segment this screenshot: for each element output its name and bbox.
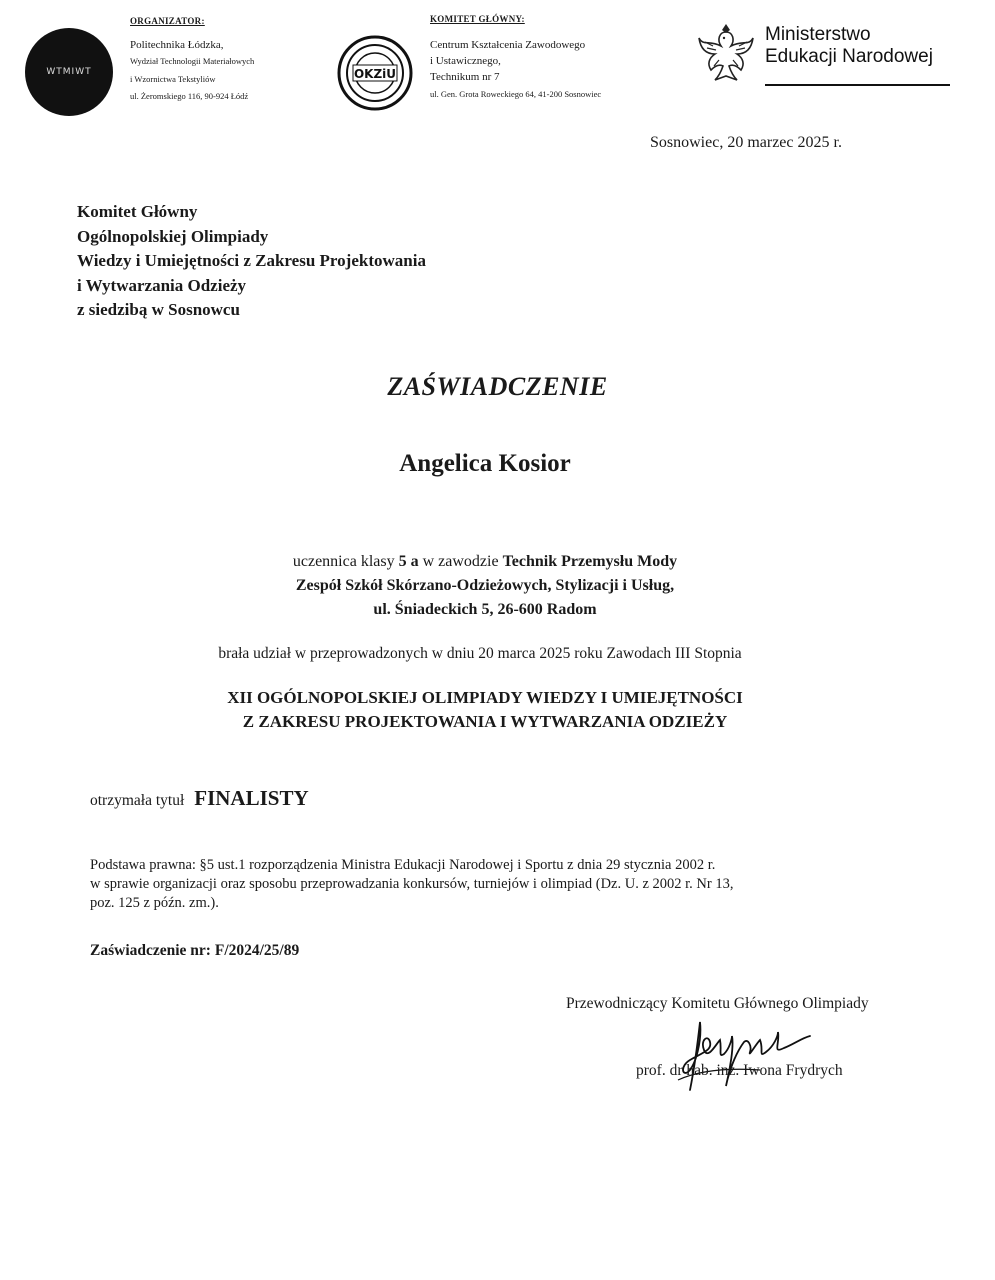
document-title: ZAŚWIADCZENIE <box>387 372 608 401</box>
place-date: Sosnowiec, 20 marzec 2025 r. <box>650 134 842 151</box>
olympiad-line: Z ZAKRESU PROJEKTOWANIA I WYTWARZANIA ODZIEŻY <box>242 712 728 731</box>
ministry-name <box>765 24 933 68</box>
committee-line: Centrum Kształcenia Zawodowego <box>430 39 586 51</box>
legal-basis <box>90 856 733 913</box>
committee-address <box>77 200 426 323</box>
participation-text: brała udział w przeprowadzonych w dniu 20 marca 2025 roku Zawodach III Stopnia <box>218 645 742 662</box>
wtmiwt-logo-icon <box>25 28 113 116</box>
committee-line: Technikum nr 7 <box>430 71 500 83</box>
wtmiwt-logo-text: WTMIWT <box>46 67 92 77</box>
olympiad-line: XII OGÓLNOPOLSKIEJ OLIMPIADY WIEDZY I UMIEJĘTNOŚCI <box>227 688 743 707</box>
recipient-name: Angelica Kosior <box>399 450 571 477</box>
ministry-line: Edukacji Narodowej <box>765 46 933 67</box>
student-prefix: uczennica klasy <box>292 553 395 570</box>
committee-address-line: Ogólnopolskiej Olimpiady <box>77 226 269 246</box>
committee-address-line: i Wytwarzania Odzieży <box>77 275 247 295</box>
committee-line: ul. Gen. Grota Roweckiego 64, 41-200 Sosnowiec <box>430 89 602 99</box>
ministry-underline <box>765 84 950 86</box>
student-mid: w zawodzie <box>422 553 499 570</box>
student-class-line <box>0 550 970 574</box>
olympiad-name <box>0 686 970 734</box>
eagle-emblem-icon <box>695 20 757 84</box>
award-prefix: otrzymała tytuł <box>90 792 185 809</box>
certificate-number: Zaświadczenie nr: F/2024/25/89 <box>90 942 300 959</box>
student-class: 5 a <box>398 553 419 570</box>
award-title: FINALISTY <box>194 786 309 810</box>
organizer-label: ORGANIZATOR: <box>130 16 205 26</box>
organizer-line: ul. Żeromskiego 116, 90-924 Łódź <box>130 91 249 101</box>
organizer-line: Wydział Technologii Materiałowych <box>130 56 255 66</box>
organizer-line: i Wzornictwa Tekstyliów <box>130 74 216 84</box>
committee-address-line: z siedzibą w Sosnowcu <box>77 300 240 319</box>
okziu-logo-icon <box>336 34 414 112</box>
committee-address-line: Wiedzy i Umiejętności z Zakresu Projektowania <box>77 251 426 270</box>
committee-line: i Ustawicznego, <box>430 55 501 67</box>
student-info <box>0 550 970 622</box>
main-committee-address <box>430 38 601 101</box>
signature-role: Przewodniczący Komitetu Głównego Olimpiady <box>566 995 869 1012</box>
legal-basis-line: w sprawie organizacji oraz sposobu przeprowadzania konkursów, turniejów i olimpiad (Dz. U. z 2002 r. Nr 13, <box>90 876 734 892</box>
signatory-name: prof. dr hab. inż. Iwona Frydrych <box>636 1062 843 1079</box>
legal-basis-line: poz. 125 z późn. zm.). <box>90 895 219 911</box>
school-name: Zespół Szkół Skórzano-Odzieżowych, Stylizacji i Usług, <box>295 577 675 594</box>
organizer-line: Politechnika Łódzka, <box>130 39 224 51</box>
student-profession: Technik Przemysłu Mody <box>502 553 678 570</box>
committee-address-line: Komitet Główny <box>77 202 198 221</box>
school-address: ul. Śniadeckich 5, 26-600 Radom <box>373 601 597 618</box>
organizer-address <box>130 38 254 103</box>
award <box>90 786 309 811</box>
handwritten-signature-icon <box>660 1010 850 1100</box>
legal-basis-line: Podstawa prawna: §5 ust.1 rozporządzenia Ministra Edukacji Narodowej i Sportu z dnia 29 stycznia 2002 r. <box>90 857 716 873</box>
main-committee-label: KOMITET GŁÓWNY: <box>430 14 525 24</box>
okziu-logo-text: OKZiU <box>353 67 397 81</box>
ministry-line: Ministerstwo <box>765 24 871 45</box>
